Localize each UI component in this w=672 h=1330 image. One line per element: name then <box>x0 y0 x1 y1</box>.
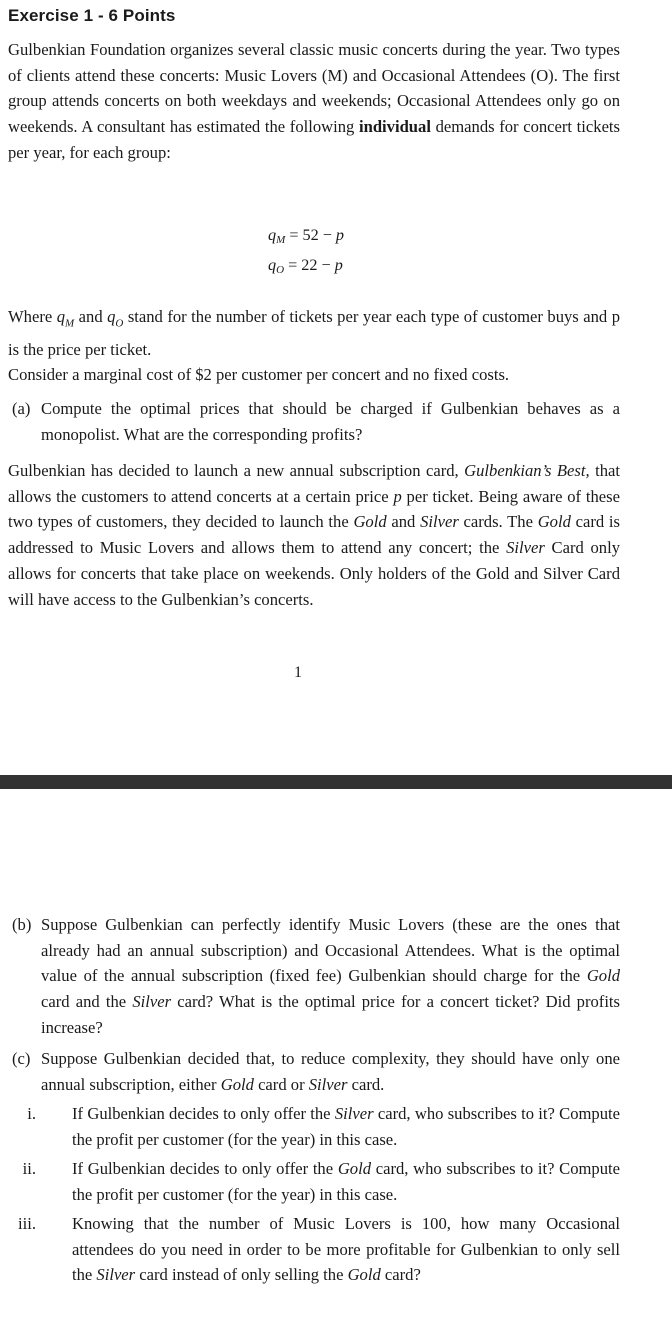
equation-qo <box>268 255 343 280</box>
card-name-gold: Gold <box>220 1074 254 1094</box>
b-text: Suppose Gulbenkian can perfectly identify Music Lovers (these are the ones that already had an annual subscription) and Occasional Attendees. What is the optimal value of the annual subscription (fixed fee) Gulbenkian should charge for the <box>41 915 620 986</box>
question-c-iii-text <box>72 1211 620 1288</box>
where-qm-sub: M <box>65 317 75 330</box>
question-a-text: Compute the optimal prices that should be charged if Gulbenkian behaves as a monopolist. What are the corresponding profits? <box>41 399 620 444</box>
question-c-iii <box>8 1211 620 1288</box>
question-b-text <box>41 912 620 1041</box>
intro-bold: individual <box>358 117 431 137</box>
where-qo-sub: O <box>115 317 124 330</box>
question-a <box>8 396 620 447</box>
cii-text: card, who subscribes to it? Compute the profit per customer (for the year) in this case. <box>72 1159 620 1204</box>
sub-text: Card only allows for concerts that take place on weekends. Only holders of the Gold and Silver Card will have access to the Gulbenkian’s concerts. <box>8 538 620 609</box>
sub-text: that allows the customers to attend concerts at a certain price <box>8 461 620 506</box>
sub-p: p <box>393 486 402 506</box>
ciii-text: card? <box>380 1265 421 1285</box>
eq-sub: O <box>276 264 285 276</box>
marginal-cost-text: Consider a marginal cost of $2 per customer per concert and no fixed costs. <box>8 365 510 384</box>
page-separator <box>0 775 672 789</box>
eq-var: q <box>268 256 277 274</box>
eq-var: q <box>268 226 277 244</box>
sub-text: Gulbenkian has decided to launch a new annual subscription card, <box>8 461 465 480</box>
question-c-label: (c) <box>12 1049 31 1068</box>
ci-text: card, who subscribes to it? Compute the profit per customer (for the year) in this case. <box>72 1104 621 1149</box>
question-a-label: (a) <box>12 399 31 418</box>
question-c-ii-text <box>72 1156 620 1207</box>
c-text: card. <box>347 1074 385 1094</box>
where-text: Where <box>8 307 57 326</box>
question-c-i-label: i. <box>27 1104 36 1123</box>
where-and: and <box>74 307 108 326</box>
card-name-silver: Silver <box>506 538 545 558</box>
exercise-title: Exercise 1 - 6 Points <box>8 6 176 25</box>
sub-text: and <box>386 512 421 532</box>
eq-rhs: = 52 − <box>285 226 336 244</box>
where-text-end: stand for the number of tickets per year each type of customer buys and p is the price per ticket. <box>8 307 620 360</box>
question-c-i-text <box>72 1101 620 1152</box>
where-paragraph <box>8 304 620 363</box>
question-c-i <box>8 1101 621 1152</box>
ciii-text: card instead of only selling the <box>135 1265 348 1285</box>
c-text: card or <box>253 1074 309 1094</box>
card-name-silver: Silver <box>132 992 172 1012</box>
sub-text: cards. The <box>458 512 538 532</box>
question-c-text <box>41 1046 620 1097</box>
equation-qm <box>268 225 344 250</box>
sub-text: per ticket. Being aware of these two types of customers, they decided to launch the <box>8 486 620 532</box>
intro-text-end: demands for concert tickets per year, for each group: <box>8 117 621 162</box>
intro-paragraph <box>8 37 620 166</box>
question-c-ii-label: ii. <box>22 1159 36 1178</box>
question-c-ii <box>8 1156 620 1207</box>
eq-p: p <box>334 256 343 274</box>
question-b <box>8 912 620 1041</box>
cii-text: If Gulbenkian decides to only offer the <box>72 1159 338 1178</box>
sub-text: card is addressed to Music Lovers and allows them to attend any concert; the <box>8 512 620 558</box>
intro-text: Gulbenkian Foundation organizes several classic music concerts during the year. Two types of clients attend these concerts: Music Lovers (M) and Occasional Attendees (O). The first group attends concerts on both weekdays and weekends; Occasional Attendees only go on weekends. A consultant has estimated the following <box>8 40 620 137</box>
ci-text: If Gulbenkian decides to only offer the <box>72 1104 335 1123</box>
subscription-paragraph <box>8 458 620 612</box>
card-name-best: Gulbenkian’s Best, <box>464 461 590 480</box>
question-c-iii-label: iii. <box>18 1214 36 1233</box>
page-2 <box>0 789 672 1330</box>
card-name-gold: Gold <box>353 512 387 532</box>
card-name-silver: Silver <box>334 1104 374 1123</box>
card-name-silver: Silver <box>96 1265 136 1285</box>
card-name-silver: Silver <box>308 1074 348 1094</box>
eq-p: p <box>335 226 344 244</box>
card-name-silver: Silver <box>420 512 459 532</box>
card-name-gold: Gold <box>337 1159 371 1178</box>
where-qo: q <box>107 307 116 326</box>
b-text: card? What is the optimal price for a concert ticket? Did profits increase? <box>41 992 620 1037</box>
eq-rhs: = 22 − <box>284 256 335 274</box>
b-text: card and the <box>41 992 133 1012</box>
question-b-label: (b) <box>12 915 32 934</box>
page-number: 1 <box>294 664 302 681</box>
card-name-gold: Gold <box>537 512 571 532</box>
ciii-text: Knowing that the number of Music Lovers is 100, how many Occasional attendees do you need in order to be more profitable for Gulbenkian to only sell the <box>72 1214 620 1285</box>
card-name-gold: Gold <box>586 966 620 986</box>
eq-sub: M <box>276 234 286 246</box>
card-name-gold: Gold <box>347 1265 381 1285</box>
question-c <box>8 1046 620 1097</box>
c-text: Suppose Gulbenkian decided that, to reduce complexity, they should have only one annual subscription, either <box>41 1049 620 1094</box>
where-qm: q <box>56 307 65 326</box>
